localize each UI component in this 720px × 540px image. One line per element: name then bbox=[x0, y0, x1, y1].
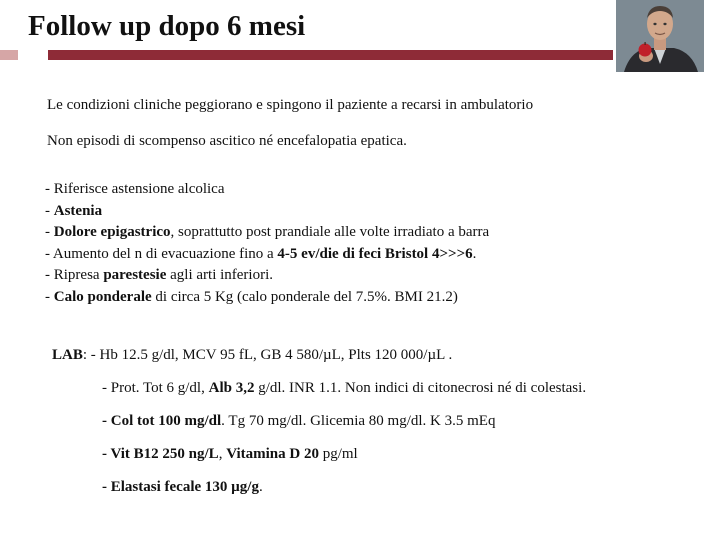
title-rule-accent bbox=[0, 50, 18, 60]
symptom-list bbox=[45, 179, 489, 309]
lab-line-proteine: - Prot. Tot 6 g/dl, Alb 3,2 g/dl. INR 1.1. Non indici di citonecrosi né di colestasi. bbox=[102, 380, 587, 396]
lab-line-elastasi: - Elastasi fecale 130 µg/g. bbox=[102, 479, 263, 495]
list-item: - Aumento del n di evacuazione fino a 4-5 ev/die di feci Bristol 4>>>6. bbox=[45, 245, 477, 262]
title-rule bbox=[48, 50, 613, 60]
portrait-holding-apple-icon bbox=[616, 0, 704, 72]
list-item: - Dolore epigastrico, soprattutto post prandiale alle volte irradiato a barra bbox=[45, 224, 490, 241]
intro-line-condizioni: Le condizioni cliniche peggiorano e spingono il paziente a recarsi in ambulatorio bbox=[47, 97, 534, 113]
lab-line-emocromo: LAB: - Hb 12.5 g/dl, MCV 95 fL, GB 4 580/µL, Plts 120 000/µL . bbox=[52, 347, 453, 363]
page-title: Follow up dopo 6 mesi bbox=[28, 10, 306, 42]
list-item: - Riferisce astensione alcolica bbox=[45, 181, 225, 197]
list-item: - Ripresa parestesie agli arti inferiori. bbox=[45, 267, 274, 284]
list-item: - Calo ponderale di circa 5 Kg (calo ponderale del 7.5%. BMI 21.2) bbox=[45, 288, 458, 305]
lab-line-colesterolo: - Col tot 100 mg/dl. Tg 70 mg/dl. Glicemia 80 mg/dl. K 3.5 mEq bbox=[102, 413, 496, 429]
lab-line-vitamine: - Vit B12 250 ng/L, Vitamina D 20 pg/ml bbox=[102, 446, 358, 462]
list-item: - Astenia bbox=[45, 202, 103, 219]
intro-line-scompenso: Non episodi di scompenso ascitico né encefalopatia epatica. bbox=[47, 133, 407, 149]
